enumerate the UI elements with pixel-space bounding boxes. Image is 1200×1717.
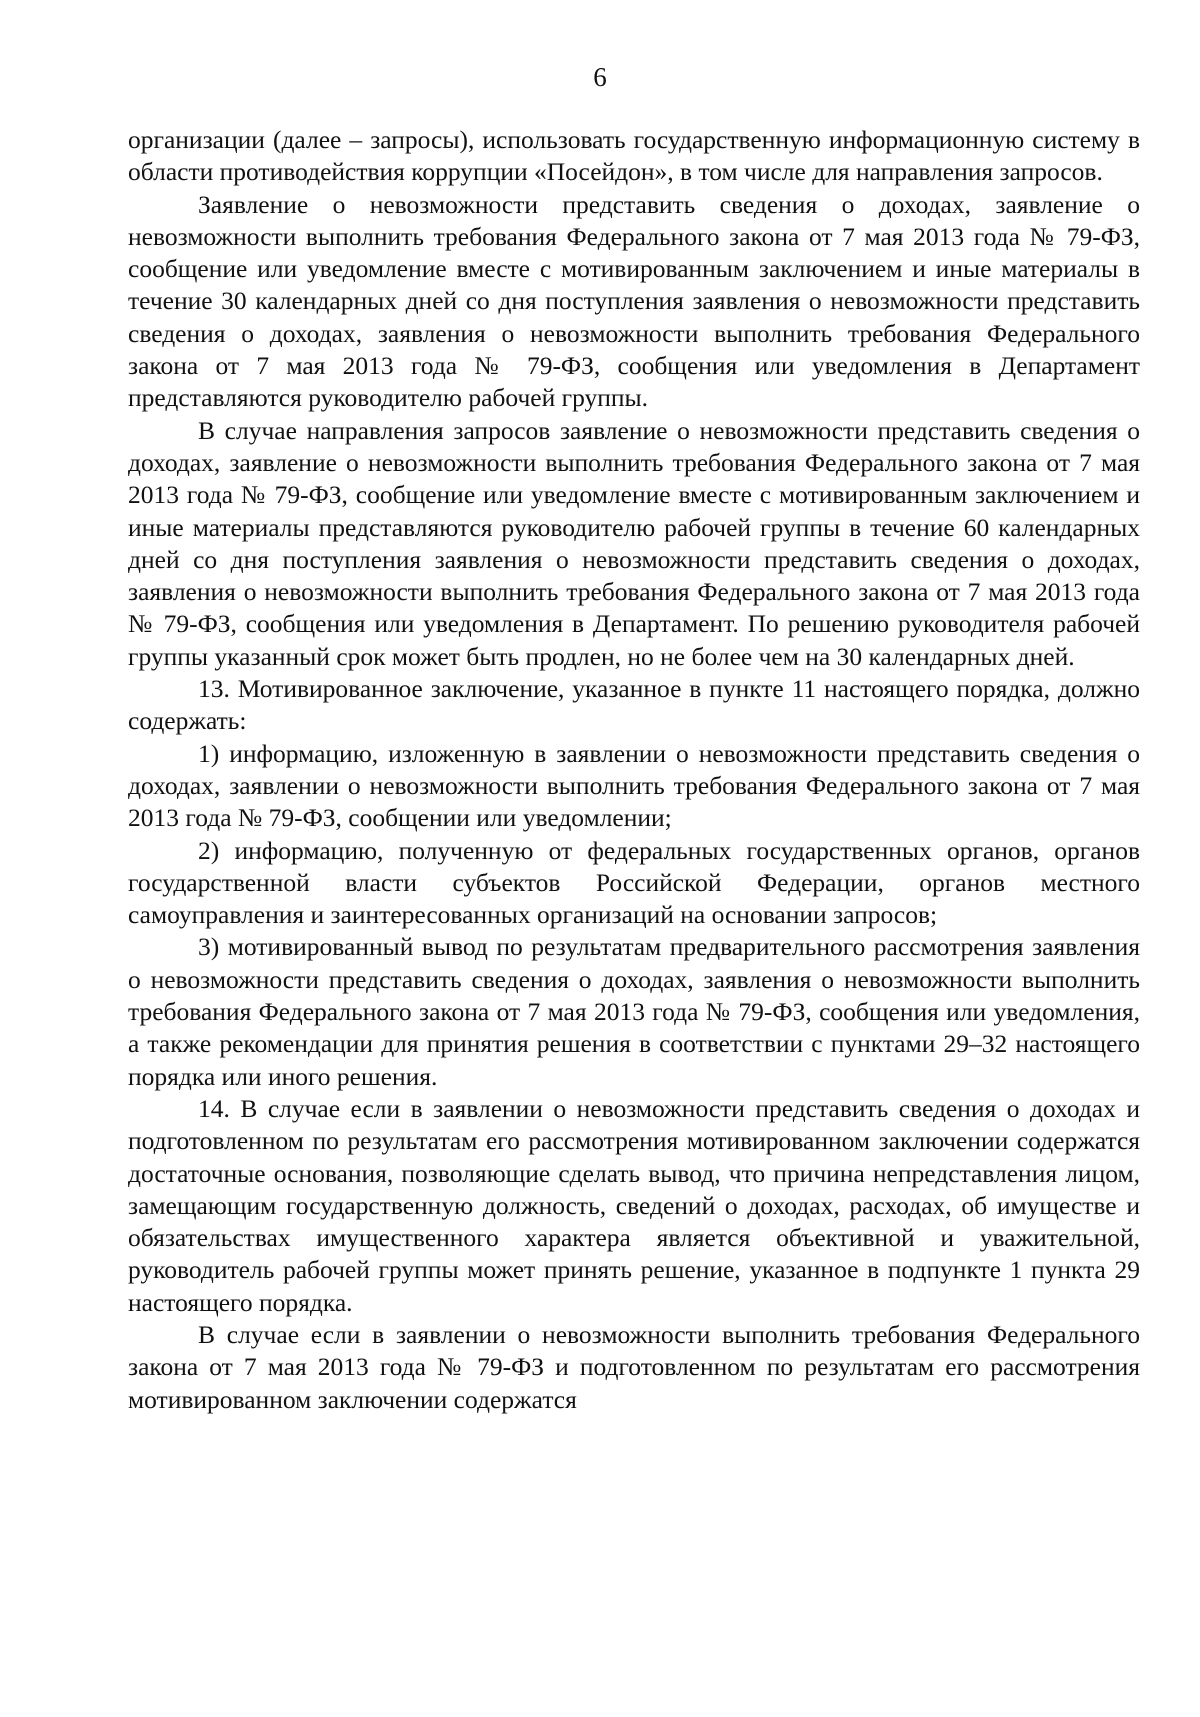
paragraph-item-2: 2) информацию, полученную от федеральных государственных органов, органов государственной власти субъектов Российской Федерации, органов местного самоуправления и заинтересованных организаций на основании запросов; <box>128 835 1140 930</box>
paragraph: Заявление о невозможности представить сведения о доходах, заявление о невозможности выполнить требования Федерального закона от 7 мая 2013 года № 79-ФЗ, сообщение или уведомление вместе с мотивированным заключением и иные материалы в течение 30 календарных дней со дня поступления заявления о невозможности представить сведения о доходах, заявления о невозможности выполнить требования Федерального закона от 7 мая 2013 года № 79-ФЗ, сообщения или уведомления в Департамент представляются руководителю рабочей группы. <box>128 189 1140 413</box>
paragraph-item-1: 1) информацию, изложенную в заявлении о невозможности представить сведения о доходах, заявлении о невозможности выполнить требования Федерального закона от 7 мая 2013 года № 79-ФЗ, сообщении или уведомлении; <box>128 738 1140 833</box>
document-body <box>128 124 1140 1416</box>
paragraph-clause-14: 14. В случае если в заявлении о невозможности представить сведения о доходах и подготовленном по результатам его рассмотрения мотивированном заключении содержатся достаточные основания, позволяющие сделать вывод, что причина непредставления лицом, замещающим государственную должность, сведений о доходах, расходах, об имуществе и обязательствах имущественного характера является объективной и уважительной, руководитель рабочей группы может принять решение, указанное в подпункте 1 пункта 29 настоящего порядка. <box>128 1093 1140 1317</box>
paragraph: В случае направления запросов заявление о невозможности представить сведения о доходах, заявление о невозможности выполнить требования Федерального закона от 7 мая 2013 года № 79-ФЗ, сообщение или уведомление вместе с мотивированным заключением и иные материалы представляются руководителю рабочей группы в течение 60 календарных дней со дня поступления заявления о невозможности представить сведения о доходах, заявления о невозможности выполнить требования Федерального закона от 7 мая 2013 года № 79-ФЗ, сообщения или уведомления в Департамент. По решению руководителя рабочей группы указанный срок может быть продлен, но не более чем на 30 календарных дней. <box>128 415 1140 671</box>
paragraph-item-3: 3) мотивированный вывод по результатам предварительного рассмотрения заявления о невозможности представить сведения о доходах, заявления о невозможности выполнить требования Федерального закона от 7 мая 2013 года № 79-ФЗ, сообщения или уведомления, а также рекомендации для принятия решения в соответствии с пунктами 29–32 настоящего порядка или иного решения. <box>128 932 1140 1091</box>
page-number: 6 <box>593 62 607 92</box>
paragraph-clause-13: 13. Мотивированное заключение, указанное в пункте 11 настоящего порядка, должно содержать: <box>128 674 1140 736</box>
paragraph-continuation: организации (далее – запросы), использовать государственную информационную систему в области противодействия коррупции «Посейдон», в том числе для направления запросов. <box>128 125 1140 187</box>
paragraph: В случае если в заявлении о невозможности выполнить требования Федерального закона от 7 мая 2013 года № 79-ФЗ и подготовленном по результатам его рассмотрения мотивированном заключении содержатся <box>128 1319 1140 1414</box>
